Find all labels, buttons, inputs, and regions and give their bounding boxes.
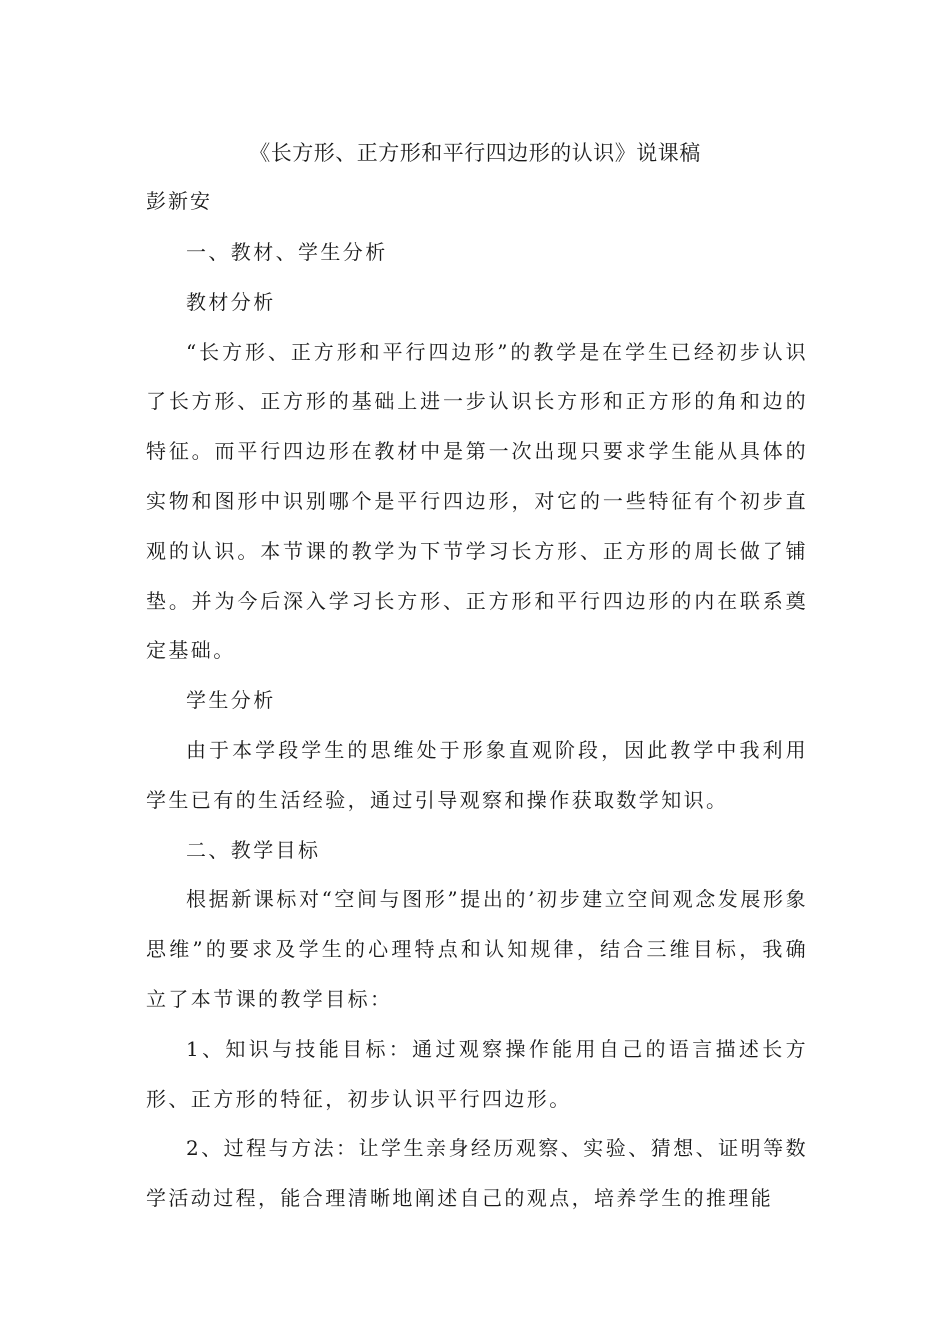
section-heading-teaching-goals: 二、教学目标 <box>186 837 321 862</box>
section-heading-materials-students: 一、教材、学生分析 <box>186 240 388 264</box>
paragraph-materials-analysis: “长方形、正方形和平行四边形”的教学是在学生已经初步认识了长方形、正方形的基础上进一步认识长方形和正方形的角和边的特征。而平行四边形在教材中是第一次出现只要求学生能从具体的实物和图形中识别哪个是平行四边形，对它的一些特征有个初步直观的认识。本节课的教学为下节学习长方形、正方形的周长做了铺垫。并为今后深入学习长方形、正方形和平行四边形的内在联系奠定基础。 <box>146 339 808 663</box>
paragraph-goal-knowledge-skills: 1、知识与技能目标：通过观察操作能用自己的语言描述长方形、正方形的特征，初步认识平行四边形。 <box>146 1036 808 1111</box>
paragraph-student-analysis: 由于本学段学生的思维处于形象直观阶段，因此教学中我利用学生已有的生活经验，通过引导观察和操作获取数学知识。 <box>146 737 808 812</box>
paragraph-teaching-goals-intro: 根据新课标对“空间与图形”提出的’初步建立空间观念发展形象思维”的要求及学生的心理特点和认知规律，结合三维目标，我确立了本节课的教学目标： <box>146 887 808 1011</box>
subheading-materials-analysis: 教材分析 <box>186 289 276 314</box>
author-name: 彭新安 <box>146 189 212 213</box>
paragraph-goal-process-methods: 2、过程与方法：让学生亲身经历观察、实验、猜想、证明等数学活动过程，能合理清晰地阐述自己的观点，培养学生的推理能 <box>146 1136 808 1211</box>
document-title: 《长方形、正方形和平行四边形的认识》说课稿 <box>249 141 701 165</box>
subheading-student-analysis: 学生分析 <box>186 688 276 713</box>
document-body <box>146 228 808 1224</box>
